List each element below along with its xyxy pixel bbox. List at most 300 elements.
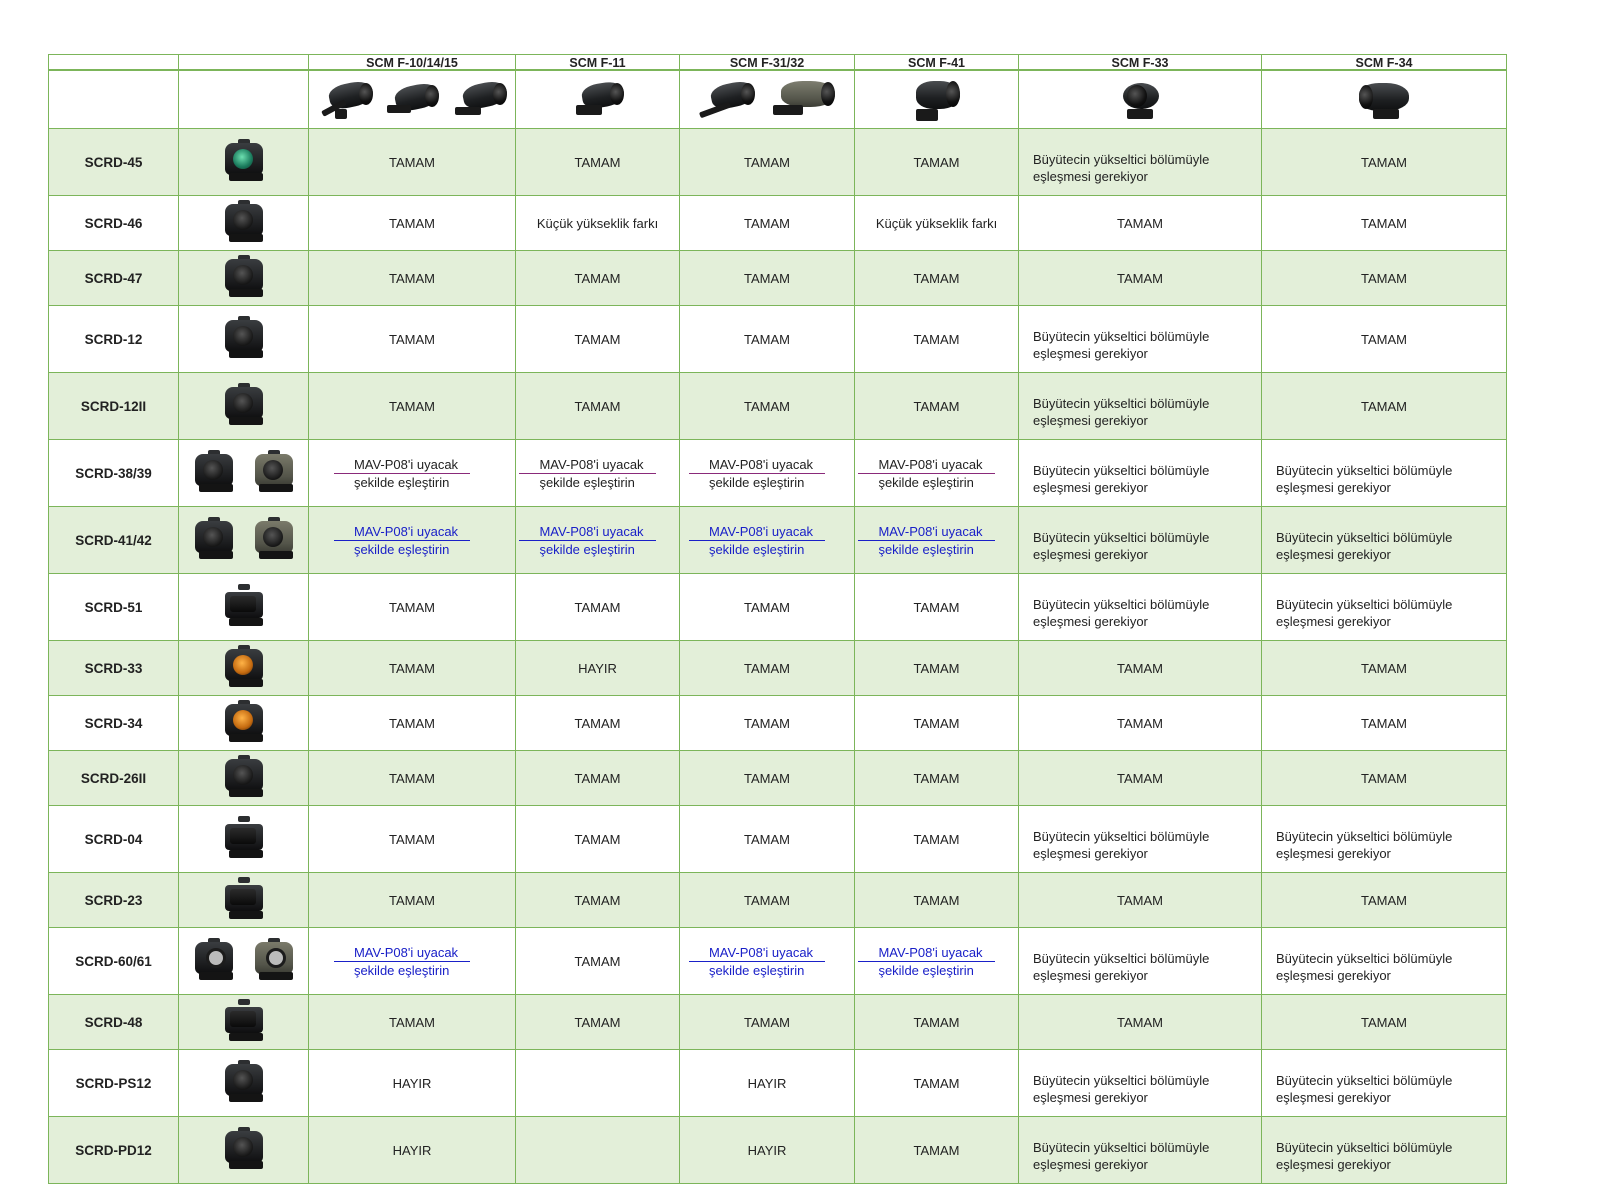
status-text: TAMAM: [1361, 270, 1407, 286]
compat-cell: [1262, 440, 1507, 507]
status-text: TAMAM: [574, 770, 621, 786]
product-image: [179, 1117, 309, 1184]
model-name: SCRD-47: [49, 251, 179, 306]
table-row: [49, 928, 1507, 995]
product-image: [179, 696, 309, 751]
status-text: HAYIR: [747, 1075, 787, 1091]
compat-cell: [516, 507, 680, 574]
compat-cell: [1262, 806, 1507, 873]
pairing-note: MAV-P08'i uyacak şekilde eşleştirin: [354, 944, 470, 979]
compat-cell: [855, 306, 1019, 373]
compat-cell: [516, 696, 680, 751]
riser-note: Büyütecin yükseltici bölümüyle eşleşmesi gerekiyor: [1033, 829, 1210, 861]
compat-cell: [516, 1050, 680, 1117]
pairing-note: MAV-P08'i uyacak şekilde eşleştirin: [354, 523, 470, 558]
status-text: TAMAM: [1361, 154, 1407, 170]
compat-cell: [1262, 306, 1507, 373]
riser-note: Büyütecin yükseltici bölümüyle eşleşmesi gerekiyor: [1033, 463, 1210, 495]
compat-cell: [855, 373, 1019, 440]
header-scm-f-41: SCM F-41: [855, 55, 1019, 71]
red-dot-sight-image-icon: [219, 383, 269, 429]
red-dot-sight-image-icon: [219, 877, 269, 923]
riser-note: Büyütecin yükseltici bölümüyle eşleşmesi gerekiyor: [1276, 951, 1453, 983]
status-text: TAMAM: [574, 599, 621, 615]
compat-cell: [1019, 129, 1262, 196]
pairing-note: MAV-P08'i uyacak şekilde eşleştirin: [878, 944, 994, 979]
status-text: TAMAM: [389, 270, 435, 286]
pairing-note: MAV-P08'i uyacak şekilde eşleştirin: [539, 523, 655, 558]
compat-cell: [1019, 507, 1262, 574]
status-text: TAMAM: [744, 270, 790, 286]
model-name: SCRD-46: [49, 196, 179, 251]
magnifier-images: [1262, 70, 1507, 129]
magnifier-images: [855, 70, 1019, 129]
table-row: [49, 751, 1507, 806]
compat-cell: [1262, 873, 1507, 928]
header-cell-empty: [49, 55, 179, 71]
product-image: [179, 196, 309, 251]
status-text: TAMAM: [1361, 398, 1407, 414]
status-text: TAMAM: [1117, 1014, 1163, 1030]
status-text: TAMAM: [1117, 715, 1163, 731]
status-text: TAMAM: [574, 953, 621, 969]
product-image: [179, 873, 309, 928]
status-text: TAMAM: [574, 154, 621, 170]
compat-cell: [1019, 806, 1262, 873]
status-text: TAMAM: [744, 599, 790, 615]
magnifier-image-icon: [570, 77, 626, 123]
compat-cell: [309, 251, 516, 306]
compat-cell: [855, 129, 1019, 196]
model-name: SCRD-41/42: [49, 507, 179, 574]
status-text: TAMAM: [913, 770, 960, 786]
compat-cell: [309, 995, 516, 1050]
riser-note: Büyütecin yükseltici bölümüyle eşleşmesi gerekiyor: [1276, 597, 1453, 629]
magnifier-image-icon: [910, 75, 964, 125]
red-dot-sight-image-icon: [219, 1127, 269, 1173]
model-name: SCRD-12: [49, 306, 179, 373]
status-text: TAMAM: [389, 599, 435, 615]
status-text: TAMAM: [1361, 892, 1407, 908]
riser-note: Büyütecin yükseltici bölümüyle eşleşmesi gerekiyor: [1033, 329, 1210, 361]
table-row: [49, 641, 1507, 696]
magnifier-image-icon: [451, 77, 509, 123]
compat-cell: [680, 373, 855, 440]
status-text: TAMAM: [744, 892, 790, 908]
status-text: TAMAM: [913, 599, 960, 615]
compat-cell: [855, 1050, 1019, 1117]
red-dot-sight-image-icon: [189, 938, 239, 984]
compat-cell: [516, 574, 680, 641]
compat-cell: [516, 641, 680, 696]
compat-cell: [855, 806, 1019, 873]
red-dot-sight-image-icon: [219, 999, 269, 1045]
compat-cell: [516, 928, 680, 995]
product-image: [179, 440, 309, 507]
status-text: TAMAM: [913, 1075, 960, 1091]
model-name: SCRD-23: [49, 873, 179, 928]
compat-cell: [1262, 507, 1507, 574]
compat-cell: [680, 507, 855, 574]
status-text: TAMAM: [744, 215, 790, 231]
pairing-note: MAV-P08'i uyacak şekilde eşleştirin: [709, 944, 825, 979]
status-text: Küçük yükseklik farkı: [536, 215, 659, 231]
compat-cell: [855, 507, 1019, 574]
product-image: [179, 373, 309, 440]
model-name: SCRD-48: [49, 995, 179, 1050]
compat-cell: [309, 440, 516, 507]
compat-cell: [1262, 373, 1507, 440]
compat-cell: [1019, 1050, 1262, 1117]
compat-cell: [680, 873, 855, 928]
status-text: HAYIR: [392, 1142, 432, 1158]
compat-cell: [516, 129, 680, 196]
compat-cell: [1019, 196, 1262, 251]
product-image: [179, 928, 309, 995]
riser-note: Büyütecin yükseltici bölümüyle eşleşmesi gerekiyor: [1276, 829, 1453, 861]
riser-note: Büyütecin yükseltici bölümüyle eşleşmesi gerekiyor: [1033, 1140, 1210, 1172]
compat-cell: [1019, 995, 1262, 1050]
compat-cell: [516, 873, 680, 928]
product-image: [179, 251, 309, 306]
header-scm-f-11: SCM F-11: [516, 55, 680, 71]
compat-cell: [680, 440, 855, 507]
compat-cell: [680, 696, 855, 751]
compat-cell: [855, 751, 1019, 806]
red-dot-sight-image-icon: [249, 450, 299, 496]
compat-cell: [309, 196, 516, 251]
pairing-note: MAV-P08'i uyacak şekilde eşleştirin: [878, 523, 994, 558]
table-row: [49, 995, 1507, 1050]
header-image-empty: [179, 70, 309, 129]
table-row: [49, 806, 1507, 873]
riser-note: Büyütecin yükseltici bölümüyle eşleşmesi gerekiyor: [1033, 530, 1210, 562]
compat-cell: [1019, 641, 1262, 696]
compat-cell: [1262, 129, 1507, 196]
riser-note: Büyütecin yükseltici bölümüyle eşleşmesi gerekiyor: [1276, 463, 1453, 495]
compat-cell: [680, 995, 855, 1050]
compat-cell: [309, 696, 516, 751]
compat-cell: [309, 574, 516, 641]
compat-cell: [1262, 196, 1507, 251]
riser-note: Büyütecin yükseltici bölümüyle eşleşmesi gerekiyor: [1033, 951, 1210, 983]
model-name: SCRD-51: [49, 574, 179, 641]
magnifier-image-icon: [315, 77, 373, 123]
model-name: SCRD-04: [49, 806, 179, 873]
status-text: TAMAM: [389, 215, 435, 231]
status-text: TAMAM: [913, 398, 960, 414]
status-text: TAMAM: [389, 660, 435, 676]
compat-cell: [309, 306, 516, 373]
riser-note: Büyütecin yükseltici bölümüyle eşleşmesi gerekiyor: [1276, 1140, 1453, 1172]
compat-cell: [1019, 751, 1262, 806]
status-text: TAMAM: [1117, 270, 1163, 286]
compat-cell: [309, 373, 516, 440]
table-row: [49, 507, 1507, 574]
status-text: TAMAM: [913, 715, 960, 731]
table-row: [49, 574, 1507, 641]
magnifier-images: [1019, 70, 1262, 129]
status-text: TAMAM: [913, 660, 960, 676]
pairing-note: MAV-P08'i uyacak şekilde eşleştirin: [878, 456, 994, 491]
compat-cell: [855, 1117, 1019, 1184]
compat-cell: [1262, 1050, 1507, 1117]
table-row: [49, 373, 1507, 440]
table-row: [49, 873, 1507, 928]
header-row: [49, 55, 1507, 71]
compat-cell: [516, 196, 680, 251]
compat-cell: [309, 507, 516, 574]
status-text: TAMAM: [389, 398, 435, 414]
magnifier-images: [309, 70, 516, 129]
compat-cell: [855, 641, 1019, 696]
red-dot-sight-image-icon: [219, 584, 269, 630]
status-text: TAMAM: [389, 331, 435, 347]
compat-cell: [680, 928, 855, 995]
table-row: [49, 129, 1507, 196]
table-row: [49, 696, 1507, 751]
compat-cell: [680, 641, 855, 696]
red-dot-sight-image-icon: [219, 139, 269, 185]
status-text: TAMAM: [574, 331, 621, 347]
status-text: TAMAM: [913, 331, 960, 347]
pairing-note: MAV-P08'i uyacak şekilde eşleştirin: [539, 456, 655, 491]
model-name: SCRD-33: [49, 641, 179, 696]
product-image: [179, 306, 309, 373]
compat-cell: [516, 373, 680, 440]
red-dot-sight-image-icon: [219, 816, 269, 862]
compat-cell: [1019, 373, 1262, 440]
model-name: SCRD-PD12: [49, 1117, 179, 1184]
model-name: SCRD-38/39: [49, 440, 179, 507]
pairing-note: MAV-P08'i uyacak şekilde eşleştirin: [354, 456, 470, 491]
compat-cell: [1262, 995, 1507, 1050]
status-text: TAMAM: [574, 398, 621, 414]
compat-cell: [855, 873, 1019, 928]
red-dot-sight-image-icon: [249, 517, 299, 563]
compat-cell: [680, 574, 855, 641]
pairing-note: MAV-P08'i uyacak şekilde eşleştirin: [709, 456, 825, 491]
compat-cell: [855, 196, 1019, 251]
status-text: TAMAM: [574, 1014, 621, 1030]
product-image: [179, 751, 309, 806]
riser-note: Büyütecin yükseltici bölümüyle eşleşmesi gerekiyor: [1033, 1073, 1210, 1105]
compat-cell: [855, 574, 1019, 641]
model-name: SCRD-34: [49, 696, 179, 751]
compat-cell: [1019, 928, 1262, 995]
product-image: [179, 129, 309, 196]
status-text: HAYIR: [578, 660, 617, 676]
product-image: [179, 641, 309, 696]
compat-cell: [1019, 251, 1262, 306]
status-text: TAMAM: [913, 1014, 960, 1030]
red-dot-sight-image-icon: [219, 700, 269, 746]
header-cell-empty: [179, 55, 309, 71]
product-image: [179, 806, 309, 873]
compat-cell: [309, 928, 516, 995]
riser-note: Büyütecin yükseltici bölümüyle eşleşmesi gerekiyor: [1033, 396, 1210, 428]
compat-cell: [1262, 751, 1507, 806]
product-image: [179, 1050, 309, 1117]
red-dot-sight-image-icon: [219, 316, 269, 362]
compat-cell: [309, 1117, 516, 1184]
compat-cell: [516, 751, 680, 806]
compat-cell: [855, 251, 1019, 306]
status-text: TAMAM: [389, 892, 435, 908]
status-text: TAMAM: [1361, 770, 1407, 786]
status-text: TAMAM: [744, 154, 790, 170]
table-row: [49, 306, 1507, 373]
status-text: TAMAM: [913, 892, 960, 908]
riser-note: Büyütecin yükseltici bölümüyle eşleşmesi gerekiyor: [1033, 597, 1210, 629]
magnifier-images: [516, 70, 680, 129]
product-image: [179, 574, 309, 641]
compat-cell: [309, 641, 516, 696]
compat-cell: [1019, 873, 1262, 928]
compat-cell: [855, 995, 1019, 1050]
status-text: TAMAM: [389, 831, 435, 847]
compat-cell: [1019, 440, 1262, 507]
compat-cell: [680, 751, 855, 806]
table-row: [49, 251, 1507, 306]
header-scm-f-31-32: SCM F-31/32: [680, 55, 855, 71]
status-text: TAMAM: [744, 331, 790, 347]
compat-cell: [309, 751, 516, 806]
status-text: TAMAM: [1117, 770, 1163, 786]
red-dot-sight-image-icon: [219, 1060, 269, 1106]
magnifier-image-icon: [697, 77, 757, 123]
status-text: TAMAM: [389, 770, 435, 786]
status-text: TAMAM: [1361, 660, 1407, 676]
compat-cell: [680, 806, 855, 873]
status-text: HAYIR: [392, 1075, 432, 1091]
compat-cell: [516, 251, 680, 306]
compat-cell: [680, 196, 855, 251]
compat-cell: [855, 440, 1019, 507]
compat-cell: [516, 806, 680, 873]
compat-cell: [680, 251, 855, 306]
magnifier-image-icon: [1117, 75, 1163, 125]
status-text: TAMAM: [574, 270, 621, 286]
compat-cell: [309, 806, 516, 873]
status-text: TAMAM: [389, 1014, 435, 1030]
compat-cell: [680, 129, 855, 196]
compat-cell: [680, 1117, 855, 1184]
table-row: [49, 196, 1507, 251]
compat-cell: [1019, 696, 1262, 751]
header-image-row: [49, 70, 1507, 129]
status-text: HAYIR: [747, 1142, 787, 1158]
compat-cell: [516, 1117, 680, 1184]
status-text: TAMAM: [389, 715, 435, 731]
model-name: SCRD-45: [49, 129, 179, 196]
model-name: SCRD-PS12: [49, 1050, 179, 1117]
compat-cell: [680, 1050, 855, 1117]
model-name: SCRD-26II: [49, 751, 179, 806]
status-text: TAMAM: [913, 1142, 960, 1158]
compat-cell: [309, 1050, 516, 1117]
status-text: TAMAM: [1361, 331, 1407, 347]
red-dot-sight-image-icon: [219, 255, 269, 301]
compat-cell: [855, 928, 1019, 995]
compat-cell: [309, 873, 516, 928]
header-scm-f-10-14-15: SCM F-10/14/15: [309, 55, 516, 71]
compat-cell: [1262, 928, 1507, 995]
status-text: TAMAM: [574, 715, 621, 731]
status-text: TAMAM: [744, 770, 790, 786]
compat-cell: [516, 995, 680, 1050]
status-text: TAMAM: [389, 154, 435, 170]
status-text: TAMAM: [913, 154, 960, 170]
compatibility-table: [48, 54, 1507, 1184]
status-text: TAMAM: [574, 831, 621, 847]
product-image: [179, 507, 309, 574]
red-dot-sight-image-icon: [219, 200, 269, 246]
compat-cell: [1019, 306, 1262, 373]
header-image-empty: [49, 70, 179, 129]
status-text: TAMAM: [1117, 660, 1163, 676]
compat-cell: [1262, 251, 1507, 306]
riser-note: Büyütecin yükseltici bölümüyle eşleşmesi gerekiyor: [1033, 152, 1210, 184]
status-text: TAMAM: [744, 660, 790, 676]
status-text: TAMAM: [1117, 892, 1163, 908]
compat-cell: [1019, 574, 1262, 641]
model-name: SCRD-12II: [49, 373, 179, 440]
magnifier-images: [680, 70, 855, 129]
compat-cell: [1019, 1117, 1262, 1184]
status-text: TAMAM: [744, 831, 790, 847]
riser-note: Büyütecin yükseltici bölümüyle eşleşmesi gerekiyor: [1276, 530, 1453, 562]
compat-cell: [855, 696, 1019, 751]
status-text: Küçük yükseklik farkı: [875, 215, 998, 231]
status-text: TAMAM: [1361, 1014, 1407, 1030]
status-text: TAMAM: [1361, 215, 1407, 231]
red-dot-sight-image-icon: [219, 755, 269, 801]
status-text: TAMAM: [744, 715, 790, 731]
header-scm-f-33: SCM F-33: [1019, 55, 1262, 71]
header-scm-f-34: SCM F-34: [1262, 55, 1507, 71]
status-text: TAMAM: [1117, 215, 1163, 231]
red-dot-sight-image-icon: [219, 645, 269, 691]
compat-cell: [516, 440, 680, 507]
magnifier-image-icon: [767, 77, 837, 123]
riser-note: Büyütecin yükseltici bölümüyle eşleşmesi gerekiyor: [1276, 1073, 1453, 1105]
status-text: TAMAM: [744, 398, 790, 414]
red-dot-sight-image-icon: [189, 517, 239, 563]
table-row: [49, 1050, 1507, 1117]
pairing-note: MAV-P08'i uyacak şekilde eşleştirin: [709, 523, 825, 558]
compat-cell: [1262, 696, 1507, 751]
red-dot-sight-image-icon: [189, 450, 239, 496]
status-text: TAMAM: [574, 892, 621, 908]
status-text: TAMAM: [913, 831, 960, 847]
compat-cell: [516, 306, 680, 373]
compat-cell: [680, 306, 855, 373]
product-image: [179, 995, 309, 1050]
compat-cell: [1262, 1117, 1507, 1184]
magnifier-image-icon: [1355, 75, 1413, 125]
compat-cell: [1262, 574, 1507, 641]
magnifier-image-icon: [383, 77, 441, 123]
status-text: TAMAM: [913, 270, 960, 286]
compat-cell: [309, 129, 516, 196]
table-row: [49, 1117, 1507, 1184]
red-dot-sight-image-icon: [249, 938, 299, 984]
status-text: TAMAM: [1361, 715, 1407, 731]
table-row: [49, 440, 1507, 507]
model-name: SCRD-60/61: [49, 928, 179, 995]
compat-cell: [1262, 641, 1507, 696]
